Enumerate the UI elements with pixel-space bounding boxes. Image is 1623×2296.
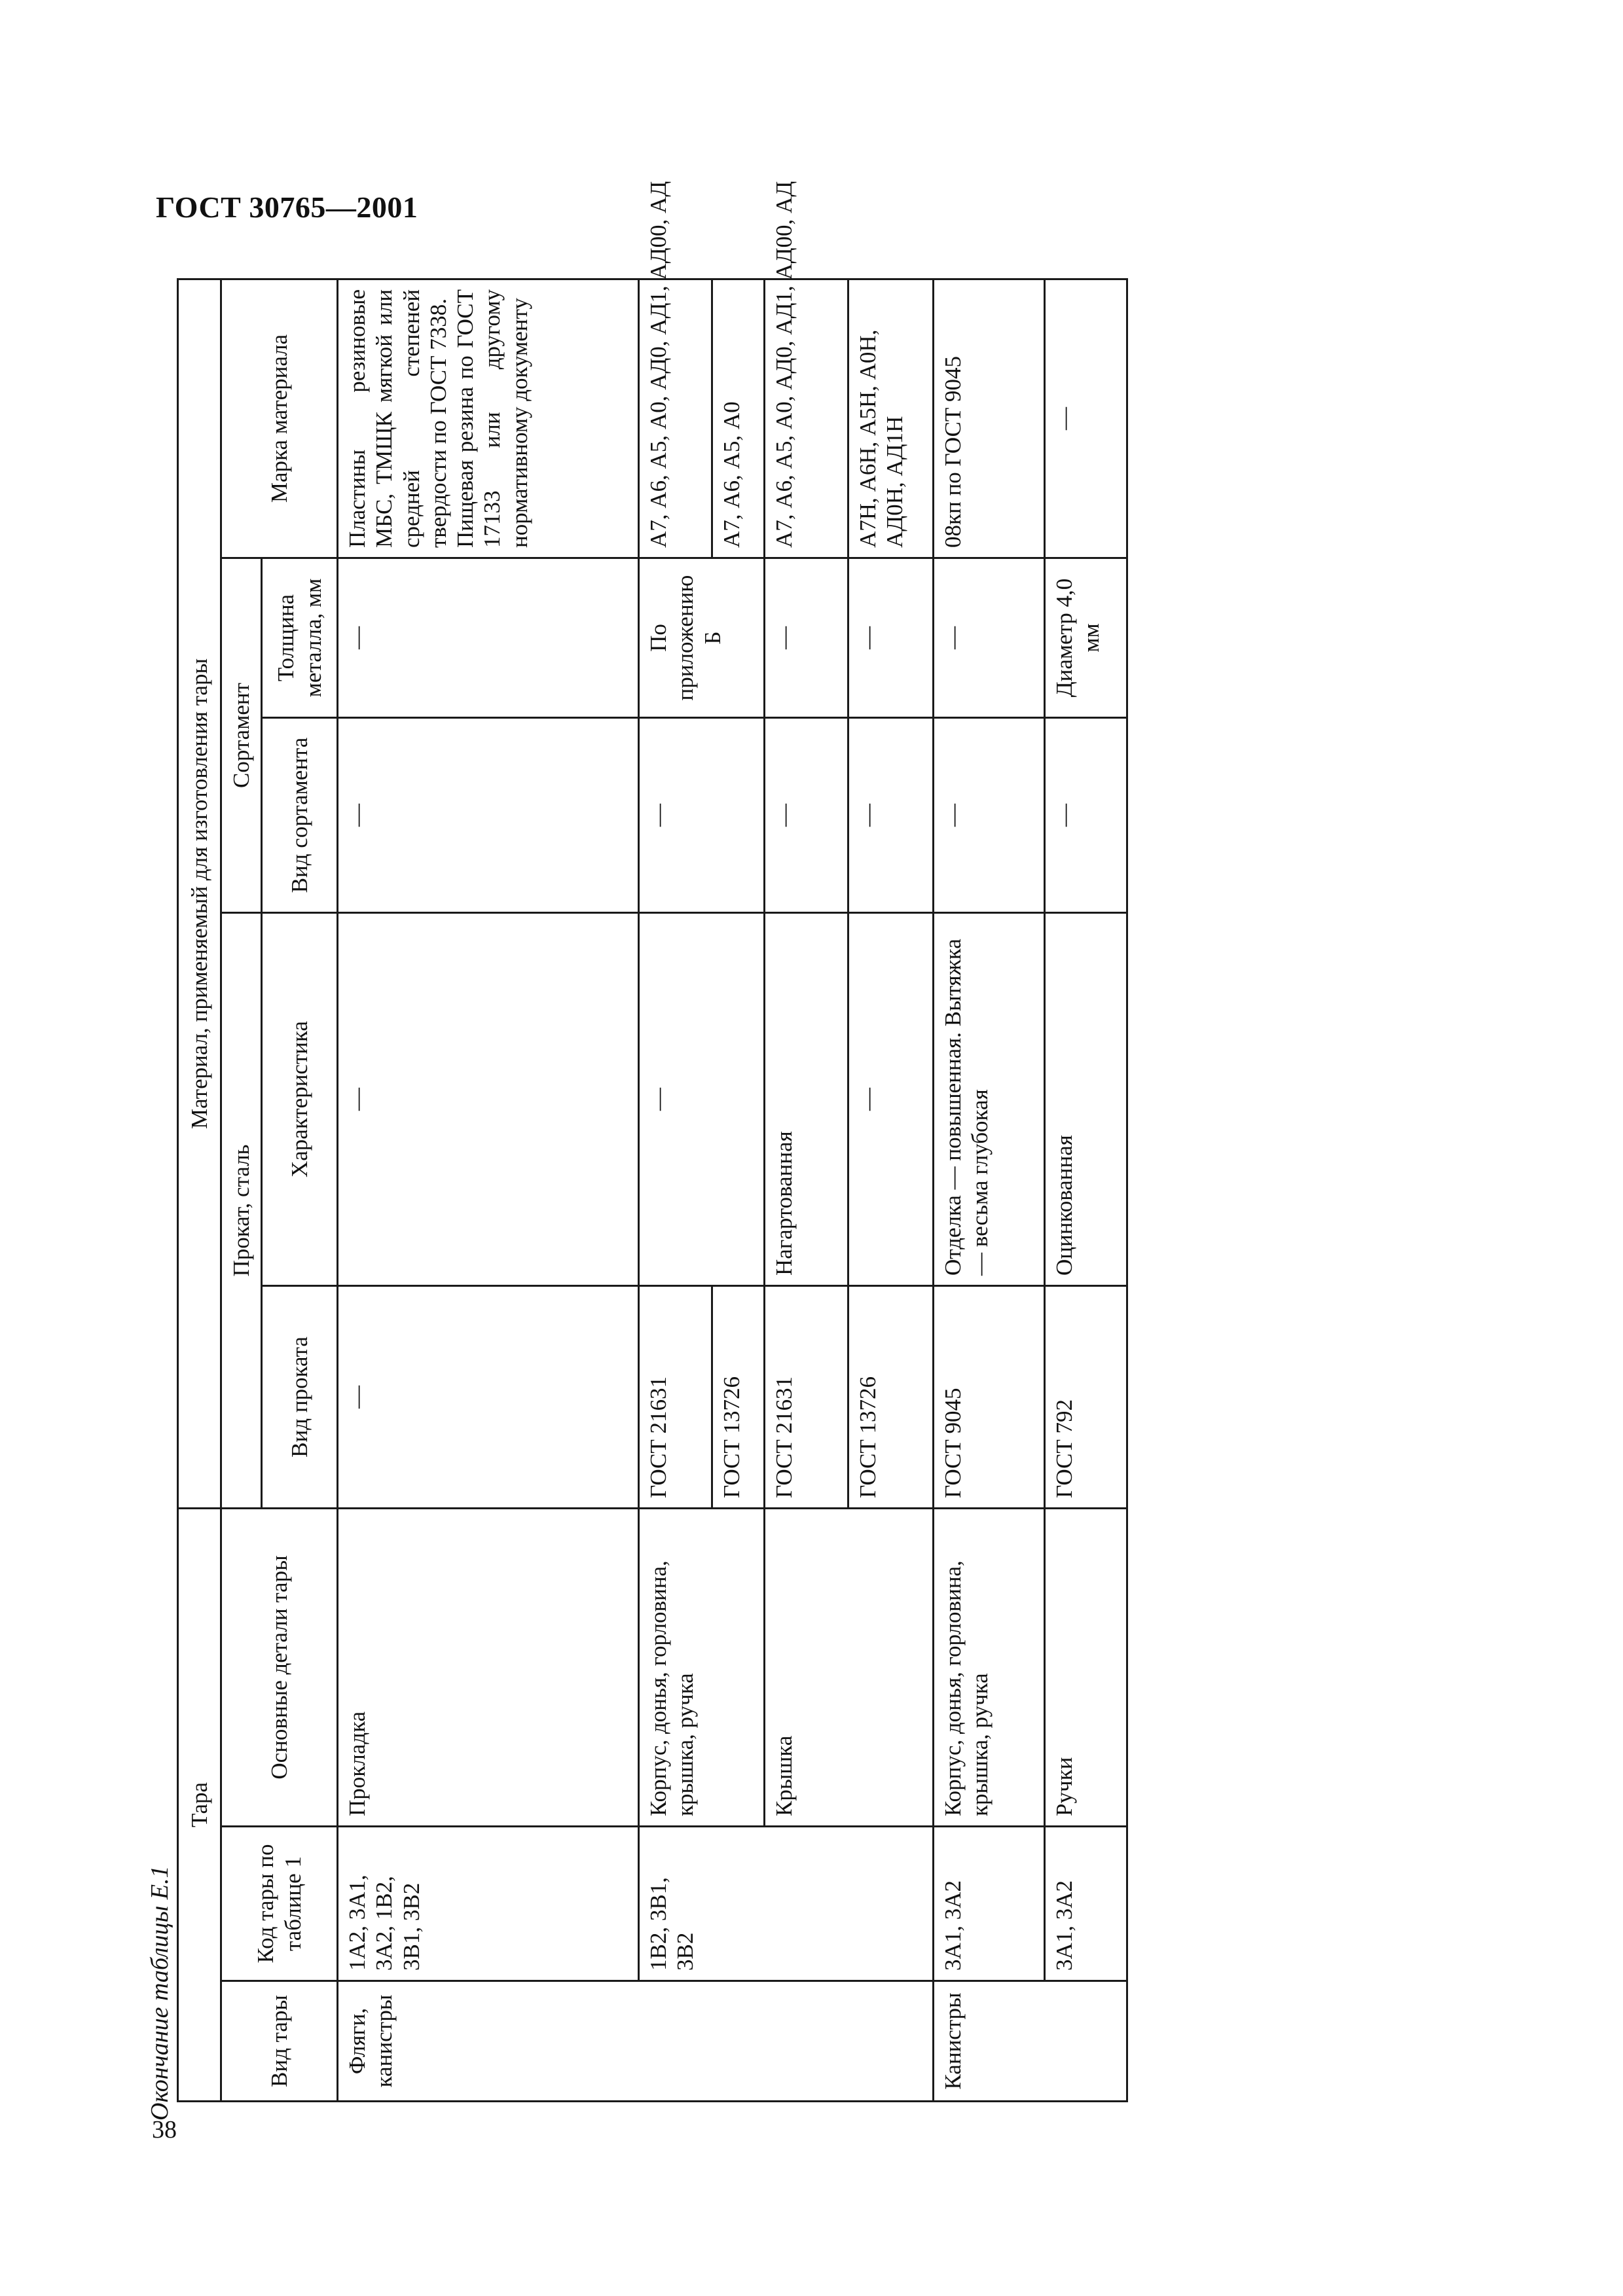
cell-marka-r1-line2: Пищевая резина по ГОСТ 17133 или другому нормативному документу xyxy=(452,289,532,548)
cell-kod-r2: 1В2, 3В1, 3В2 xyxy=(639,1827,934,1981)
cell-harakt-r7: Оцинкованная xyxy=(1045,913,1127,1286)
cell-vid-prokata-r6: ГОСТ 9045 xyxy=(934,1286,1045,1509)
header-vid-prokata: Вид проката xyxy=(262,1286,338,1509)
cell-vid-prokata-r5: ГОСТ 13726 xyxy=(848,1286,934,1509)
cell-detal-r2: Корпус, донья, горловина, крышка, ручка xyxy=(639,1509,765,1827)
cell-tolsh-r4: — xyxy=(765,558,848,718)
header-osnovnye-detali: Основные детали тары xyxy=(221,1509,338,1827)
header-harakteristika: Характеристика xyxy=(262,913,338,1286)
cell-marka-r3: А7, А6, А5, А0 xyxy=(712,279,765,558)
cell-tolsh-r5: — xyxy=(848,558,934,718)
cell-detal-r1: Прокладка xyxy=(338,1509,639,1827)
cell-harakt-r6: Отделка — повышенная. Вытяжка — весьма глубокая xyxy=(934,913,1045,1286)
cell-marka-r5: А7Н, А6Н, А5Н, А0Н, АД0Н, АД1Н xyxy=(848,279,934,558)
cell-kod-r7: 3А1, 3А2 xyxy=(1045,1827,1127,1981)
header-prokat-stal: Прокат, сталь xyxy=(221,913,262,1509)
header-kod-tary: Код тары по таблице 1 xyxy=(221,1827,338,1981)
cell-detal-r4: Крышка xyxy=(765,1509,934,1827)
cell-tolsh-r7: Диаметр 4,0 мм xyxy=(1045,558,1127,718)
cell-marka-r7: — xyxy=(1045,279,1127,558)
cell-harakt-r2: — xyxy=(639,913,765,1286)
cell-marka-r1-line1: Пластины резиновые МБС, ТМЩК мягкой или средней степеней твердости по ГОСТ 7338. xyxy=(344,289,451,548)
cell-tolsh-r1: — xyxy=(338,558,639,718)
header-material: Материал, применяемый для изготовления тары xyxy=(178,279,221,1508)
table-caption: Окончание таблицы Е.1 xyxy=(146,1865,173,2121)
cell-marka-r4: А7, А6, А5, А0, АД0, АД1, АД00, АД xyxy=(765,279,848,558)
cell-vid-sort-r6: — xyxy=(934,718,1045,913)
cell-marka-r1 xyxy=(338,279,639,558)
cell-tolsh-r2: По приложению Б xyxy=(639,558,765,718)
cell-vid-prokata-r2: ГОСТ 21631 xyxy=(639,1286,712,1509)
header-tara: Тара xyxy=(178,1509,221,2102)
cell-marka-r2: А7, А6, А5, А0, АД0, АД1, АД00, АД xyxy=(639,279,712,558)
cell-kod-r6: 3А1, 3А2 xyxy=(934,1827,1045,1981)
cell-harakt-r5: — xyxy=(848,913,934,1286)
cell-detal-r7: Ручки xyxy=(1045,1509,1127,1827)
cell-vid-sort-r1: — xyxy=(338,718,639,913)
document-header: ГОСТ 30765—2001 xyxy=(156,190,418,224)
cell-vid-sort-r2: — xyxy=(639,718,765,913)
header-vid-tary: Вид тары xyxy=(221,1981,338,2102)
header-vid-sortamenta: Вид сортамента xyxy=(262,718,338,913)
cell-vid-flyagi: Фляги, канистры xyxy=(338,1981,934,2102)
cell-marka-r6: 08кп по ГОСТ 9045 xyxy=(934,279,1045,558)
header-tolshchina: Толщина металла, мм xyxy=(262,558,338,718)
page-number: 38 xyxy=(152,2116,177,2144)
cell-harakt-r1: — xyxy=(338,913,639,1286)
cell-vid-prokata-r4: ГОСТ 21631 xyxy=(765,1286,848,1509)
cell-vid-sort-r5: — xyxy=(848,718,934,913)
cell-vid-kanistry: Канистры xyxy=(934,1981,1127,2102)
cell-kod-r1: 1А2, 3А1, 3А2, 1В2, 3В1, 3В2 xyxy=(338,1827,639,1981)
cell-vid-sort-r7: — xyxy=(1045,718,1127,913)
cell-vid-prokata-r3: ГОСТ 13726 xyxy=(712,1286,765,1509)
cell-vid-prokata-r7: ГОСТ 792 xyxy=(1045,1286,1127,1509)
header-sortament: Сортамент xyxy=(221,558,262,913)
cell-harakt-r4: Нагартованная xyxy=(765,913,848,1286)
cell-vid-sort-r4: — xyxy=(765,718,848,913)
header-marka: Марка материала xyxy=(221,279,338,558)
cell-tolsh-r6: — xyxy=(934,558,1045,718)
cell-detal-r6: Корпус, донья, горловина, крышка, ручка xyxy=(934,1509,1045,1827)
cell-vid-prokata-r1: — xyxy=(338,1286,639,1509)
